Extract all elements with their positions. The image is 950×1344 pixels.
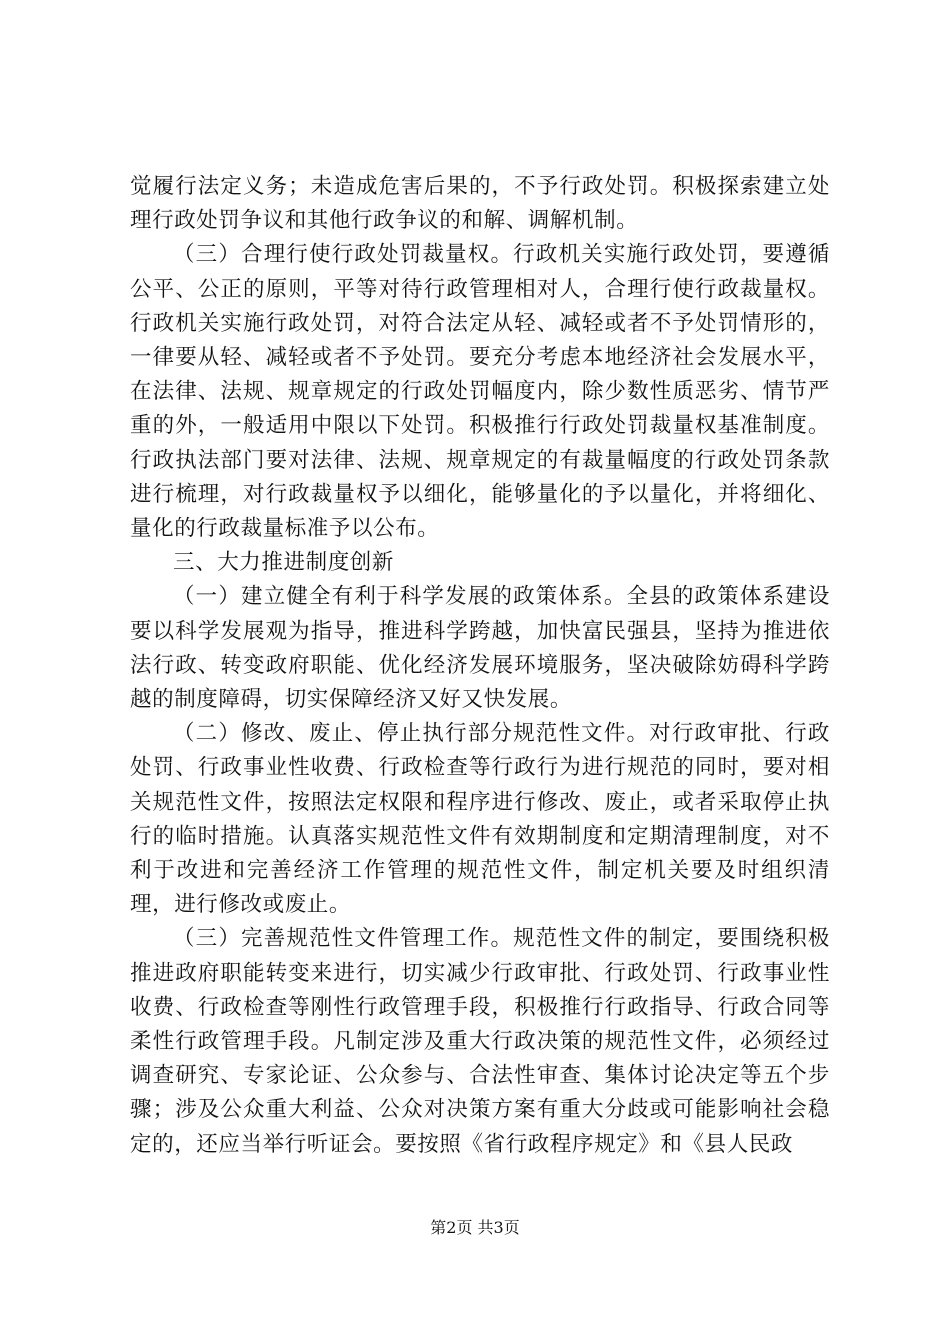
paragraph-discretion: （三）合理行使行政处罚裁量权。行政机关实施行政处罚，要遵循公平、公正的原则，平等对待行政管理相对人，合理行使行政裁量权。行政机关实施行政处罚，对符合法定从轻、减轻或者不予处罚情形的，一律要从轻、减轻或者不予处罚。要充分考虑本地经济社会发展水平，在法律、法规、规章规定的行政处罚幅度内，除少数性质恶劣、情节严重的外，一般适用中限以下处罚。积极推行行政处罚裁量权基准制度。行政执法部门要对法律、法规、规章规定的有裁量幅度的行政处罚条款进行梳理，对行政裁量权予以细化，能够量化的予以量化，并将细化、量化的行政裁量标准予以公布。 bbox=[130, 242, 830, 542]
paragraph-continuation: 觉履行法定义务；未造成危害后果的，不予行政处罚。积极探索建立处理行政处罚争议和其他行政争议的和解、调解机制。 bbox=[130, 174, 830, 234]
page-number: 第2页 共3页 bbox=[430, 1218, 520, 1237]
paragraph-policy-system: （一）建立健全有利于科学发展的政策体系。全县的政策体系建设要以科学发展观为指导，推进科学跨越，加快富民强县，坚持为推进依法行政、转变政府职能、优化经济发展环境服务，坚决破除妨碍科学跨越的制度障碍，切实保障经济又好又快发展。 bbox=[130, 584, 830, 713]
paragraph-revise-documents: （二）修改、废止、停止执行部分规范性文件。对行政审批、行政处罚、行政事业性收费、行政检查等行政行为进行规范的同时，要对相关规范性文件，按照法定权限和程序进行修改、废止，或者采取停止执行的临时措施。认真落实规范性文件有效期制度和定期清理制度，对不利于改进和完善经济工作管理的规范性文件，制定机关要及时组织清理，进行修改或废止。 bbox=[130, 721, 830, 918]
page-footer bbox=[0, 1218, 950, 1238]
paragraph-document-management: （三）完善规范性文件管理工作。规范性文件的制定，要围绕积极推进政府职能转变来进行，切实减少行政审批、行政处罚、行政事业性收费、行政检查等刚性行政管理手段，积极推行行政指导、行政合同等柔性行政管理手段。凡制定涉及重大行政决策的规范性文件，必须经过调查研究、专家论证、公众参与、合法性审查、集体讨论决定等五个步骤；涉及公众重大利益、公众对决策方案有重大分歧或可能影响社会稳定的，还应当举行听证会。要按照《省行政程序规定》和《县人民政 bbox=[130, 926, 830, 1157]
section-heading: 三、大力推进制度创新 bbox=[173, 550, 395, 576]
document-body bbox=[130, 170, 830, 1162]
